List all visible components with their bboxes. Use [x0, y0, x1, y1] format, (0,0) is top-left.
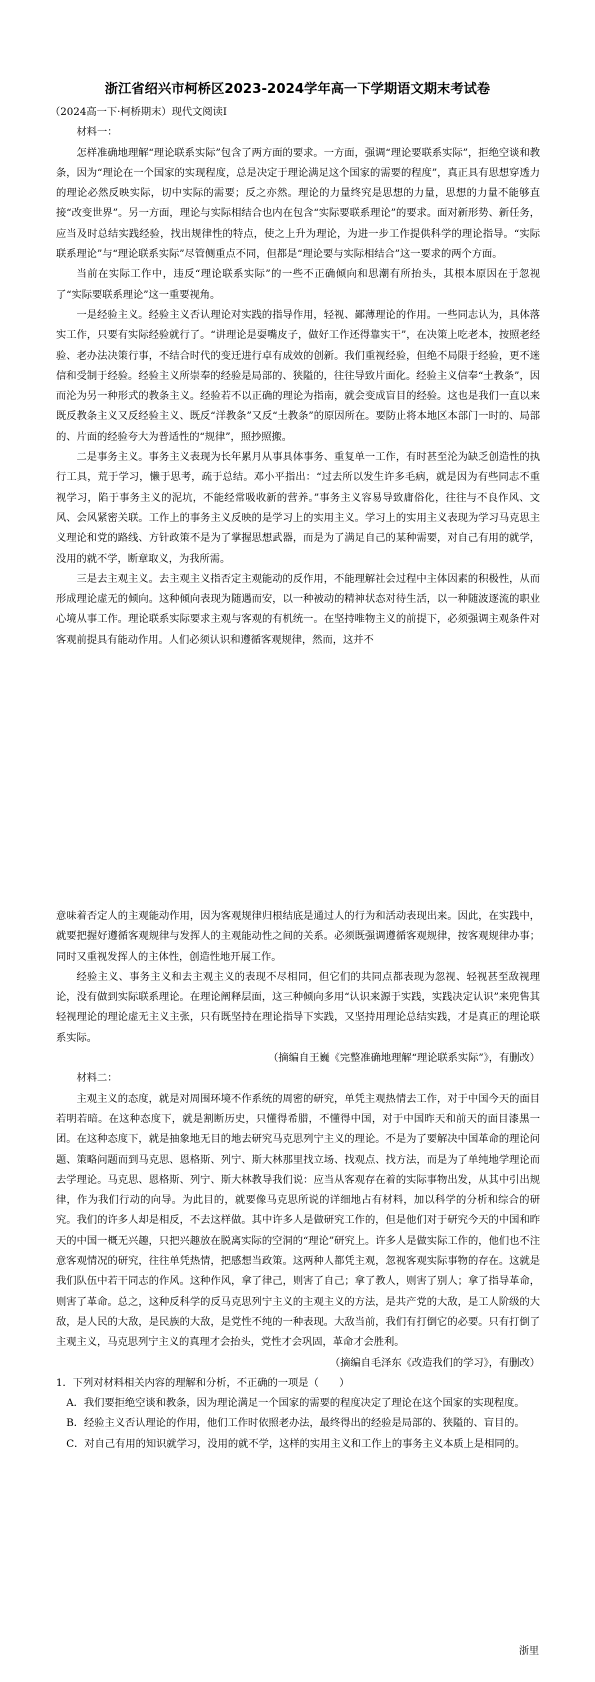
paragraph: 经验主义、事务主义和去主观主义的表现不尽相同，但它们的共同点都表现为忽视、轻视甚至敌视理论，没有做到实际联系理论。在理论阐释层面，这三种倾向多用“认识来源于实践，实践决定认识”来兜售其轻视理论的理论虚无主义主张，只有既坚持在理论指导下实践，又坚持用理论总结实践，才是真正的理论联系实际。 [56, 970, 540, 1044]
option-b: B．经验主义否认理论的作用，他们工作时依照老办法，最终得出的经验是局部的、狭隘的、盲目的。 [66, 1417, 525, 1430]
options-list [56, 1393, 540, 1454]
option-a: A．我们要拒绝空谈和教条，因为理论满足一个国家的需要的程度决定了理论在这个国家的实现程度。 [66, 1397, 525, 1410]
paragraph: 怎样准确地理解“理论联系实际”包含了两方面的要求。一方面，强调“理论要联系实际”，拒绝空谈和教条，因为“理论在一个国家的实现程度，总是决定于理论满足这个国家的需要的程度”，真正具有思想穿透力的理论必然反映实际，切中实际的需要；反之亦然。理论的力量终究是思想的力量，思想的力量不能够直接“改变世界”。另一方面，理论与实际相结合也内在包含“实际要联系理论”的要求。面对新形势、新任务，应当及时总结实践经验，找出规律性的特点，使之上升为理论，为进一步工作提供科学的理论指导。“实际联系理论”与“理论联系实际”尽管侧重点不同，但都是“理论要与实际相结合”这一要求的两个方面。 [56, 146, 540, 261]
paragraph: 当前在实际工作中，违反“理论联系实际”的一些不正确倾向和思潮有所抬头，其根本原因在于忽视了“实际要联系理论”这一重要视角。 [56, 268, 540, 301]
material-one-source: （摘编自王巍《完整准确地理解“理论联系实际”》，有删改） [268, 1052, 540, 1065]
paragraph: 二是事务主义。事务主义表现为长年累月从事具体事务、重复单一工作，有时甚至沦为缺乏创造性的执行工具，荒于学习，懒于思考，疏于总结。邓小平指出：“过去所以发生许多毛病，就是因为有些同志不重视学习，陷于事务主义的泥坑，不能经常吸收新的营养。”事务主义容易导致庸俗化，往往与不良作风、文风、会风紧密关联。工作上的事务主义反映的是学习上的实用主义。学习上的实用主义表现为学习马克思主义理论和党的路线、方针政策不是为了掌握思想武器，而是为了满足自己的某种需要，对自己有用的就学，没用的就不学，断章取义，为我所需。 [56, 451, 540, 565]
paragraph: 一是经验主义。经验主义否认理论对实践的指导作用，轻视、鄙薄理论的作用。一些同志认为，具体落实工作，只要有实际经验就行了。“讲理论是耍嘴皮子，做好工作还得靠实干”，在决策上吃老本，按照老经验、老办法决策行事，不结合时代的变迁进行卓有成效的创新。我们重视经验，但绝不局限于经验，更不迷信和受制于经验。经验主义所崇奉的经验是局部的、狭隘的，往往导致片面化。经验主义信奉“土教条”，因而沦为另一种形式的教条主义。经验若不以正确的理论为指南，就会变成盲目的经验。这也是我们一直以来既反教条主义又反经验主义、既反“洋教条”又反“土教条”的原因所在。要防止将本地区本部门一时的、局部的、片面的经验夸大为普适性的“规律”，照抄照搬。 [56, 308, 540, 443]
option-c: C．对自己有用的知识就学习，没用的就不学，这样的实用主义和工作上的事务主义本质上是相同的。 [66, 1437, 526, 1450]
material-two-label: 材料二： [76, 1072, 118, 1085]
document-title: 浙江省绍兴市柯桥区2023-2024学年高一下学期语文期末考试卷 [104, 82, 491, 97]
page-footer: 浙里 [519, 1646, 539, 1657]
paragraph: 三是去主观主义。去主观主义指否定主观能动的反作用，不能理解社会过程中主体因素的积极性，从而形成理论虚无的倾向。这种倾向表现为随遇而安，以一种被动的精神状态对待生活，以一种随波逐流的职业心境从事工作。理论联系实际要求主观与客观的有机统一。在坚持唯物主义的前提下，必须强调主观条件对客观前提具有能动作用。人们必须认识和遵循客观规律，然而，这并不 [56, 572, 540, 646]
section-material-one [50, 102, 540, 650]
question-tag: （2024高一下·柯桥期末）现代文阅读I [50, 106, 227, 118]
paragraph: 意味着否定人的主观能动作用，因为客观规律归根结底是通过人的行为和活动表现出来。因此，在实践中，就要把握好遵循客观规律与发挥人的主观能动性之间的关系。必须既强调遵循客观规律，按客观规律办事；同时又重视发挥人的主体性，创造性地开展工作。 [56, 910, 540, 963]
paragraph: 主观主义的态度，就是对周围环境不作系统的周密的研究，单凭主观热情去工作，对于中国今天的面目若明若暗。在这种态度下，就是割断历史，只懂得希腊，不懂得中国，对于中国昨天和前天的面目漆黑一团。在这种态度下，就是抽象地无目的地去研究马克思列宁主义的理论。不是为了要解决中国革命的理论问题、策略问题而到马克思、恩格斯、列宁、斯大林那里找立场、找观点、找方法，而是为了单纯地学理论而去学理论。马克思、恩格斯、列宁、斯大林教导我们说：应当从客观存在着的实际事物出发，从其中引出规律，作为我们行动的向导。为此目的，就要像马克思所说的详细地占有材料，加以科学的分析和综合的研究。我们的许多人却是相反，不去这样做。其中许多人是做研究工作的，但是他们对于研究今天的中国和昨天的中国一概无兴趣，只把兴趣放在脱离实际的空洞的“理论”研究上。许多人是做实际工作的，他们也不注意客观情况的研究，往往单凭热情，把感想当政策。这两种人都凭主观，忽视客观实际事物的存在。这就是我们队伍中若干同志的作风。这种作风，拿了律己，则害了自己；拿了教人，则害了别人；拿了指导革命，则害了革命。总之，这种反科学的反马克思列宁主义的主观主义的方法，是共产党的大敌，是工人阶级的大敌，是人民的大敌，是民族的大敌，是党性不纯的一种表现。大敌当前，我们有打倒它的必要。只有打倒了主观主义，马克思列宁主义的真理才会抬头，党性才会巩固，革命才会胜利。 [56, 1092, 540, 1349]
material-one-label: 材料一： [76, 126, 118, 139]
section-material-one-continued [56, 906, 540, 1454]
question-1: 1．下列对材料相关内容的理解和分析，不正确的一项是（ ） [56, 1376, 350, 1389]
material-two-source: （摘编自毛泽东《改造我们的学习》，有删改） [329, 1356, 540, 1369]
